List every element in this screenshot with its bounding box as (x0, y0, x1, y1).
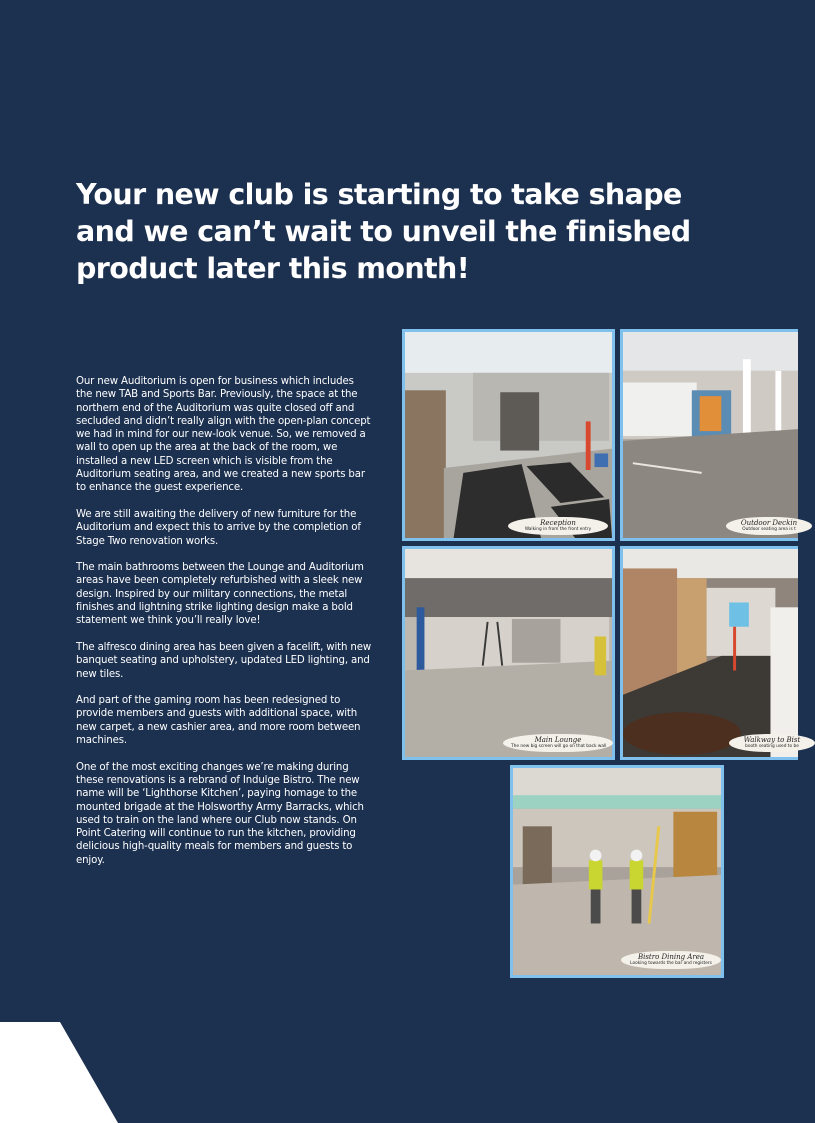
article-body (76, 375, 372, 880)
outdoor-decking-caption (726, 517, 812, 535)
photo-outdoor-decking (620, 329, 798, 541)
walkway-image (623, 549, 798, 757)
photo-bistro (510, 765, 724, 978)
photo-main-lounge (402, 546, 615, 760)
outdoor-decking-title: Outdoor Deckin (740, 519, 798, 527)
main-lounge-subtitle: The new big screen will go on that back wall (511, 744, 607, 749)
outdoor-decking-subtitle: Outdoor seating area is t (742, 527, 796, 532)
reception-subtitle: Walking in from the front entry (524, 527, 592, 532)
bistro-title: Bistro Dining Area (637, 953, 705, 961)
walkway-title: Walkway to Bist (743, 736, 801, 744)
main-lounge-title: Main Lounge (534, 736, 582, 744)
headline: Your new club is starting to take shape and we can’t wait to unveil the finished product later this month! (76, 178, 691, 285)
reception-image (405, 332, 612, 538)
main-lounge-image (405, 549, 612, 757)
main-lounge-caption (503, 734, 613, 752)
reception-title: Reception (540, 519, 576, 527)
bistro-caption (621, 951, 721, 969)
walkway-caption (729, 734, 815, 752)
paragraph-bathrooms: The main bathrooms between the Lounge and Auditorium areas have been completely refurbished with a sleek new design. Inspired by our military connections, the metal finishes and lightning strike lighting design make a bold statement we think you’ll really love! (76, 562, 364, 627)
paragraph-furniture: We are still awaiting the delivery of new furniture for the Auditorium and expect this to arrive by the completion of Stage Two renovation works. (76, 508, 361, 547)
paragraph-auditorium: Our new Auditorium is open for business which includes the new TAB and Sports Bar. Previously, the space at the northern end of the Auditorium was quite closed off and secluded and didn’t really align with the open-plan concept we had in mind for our new-look venue. So, we removed a wall to open up the area at the back of the room, we installed a new LED screen which is visible from the Auditorium seating area, and we created a new sports bar to enhance the guest experience. (76, 376, 371, 494)
photo-walkway (620, 546, 801, 760)
paragraph-gaming: And part of the gaming room has been redesigned to provide members and guests with additional space, with new carpet, a new cashier area, and more room between machines. (76, 695, 361, 747)
outdoor-decking-image (623, 332, 798, 538)
photo-reception (402, 329, 615, 541)
reception-caption (508, 517, 608, 535)
paragraph-alfresco: The alfresco dining area has been given a facelift, with new banquet seating and upholstery, updated LED lighting, and new tiles. (76, 641, 372, 680)
walkway-subtitle: booth seating used to be (745, 744, 799, 749)
bistro-image (513, 768, 721, 975)
paragraph-bistro: One of the most exciting changes we’re making during these renovations is a rebrand of Indulge Bistro. The new name will be ‘Lighthorse Kitchen’, paying homage to the mounted brigade at the Holsworthy Army Barracks, which used to train on the land where our Club now stands. On Point Catering will continue to run the kitchen, providing delicious high-quality meals for members and guests to enjoy. (76, 761, 364, 866)
bistro-subtitle: Looking towards the bar and registers (630, 961, 712, 966)
